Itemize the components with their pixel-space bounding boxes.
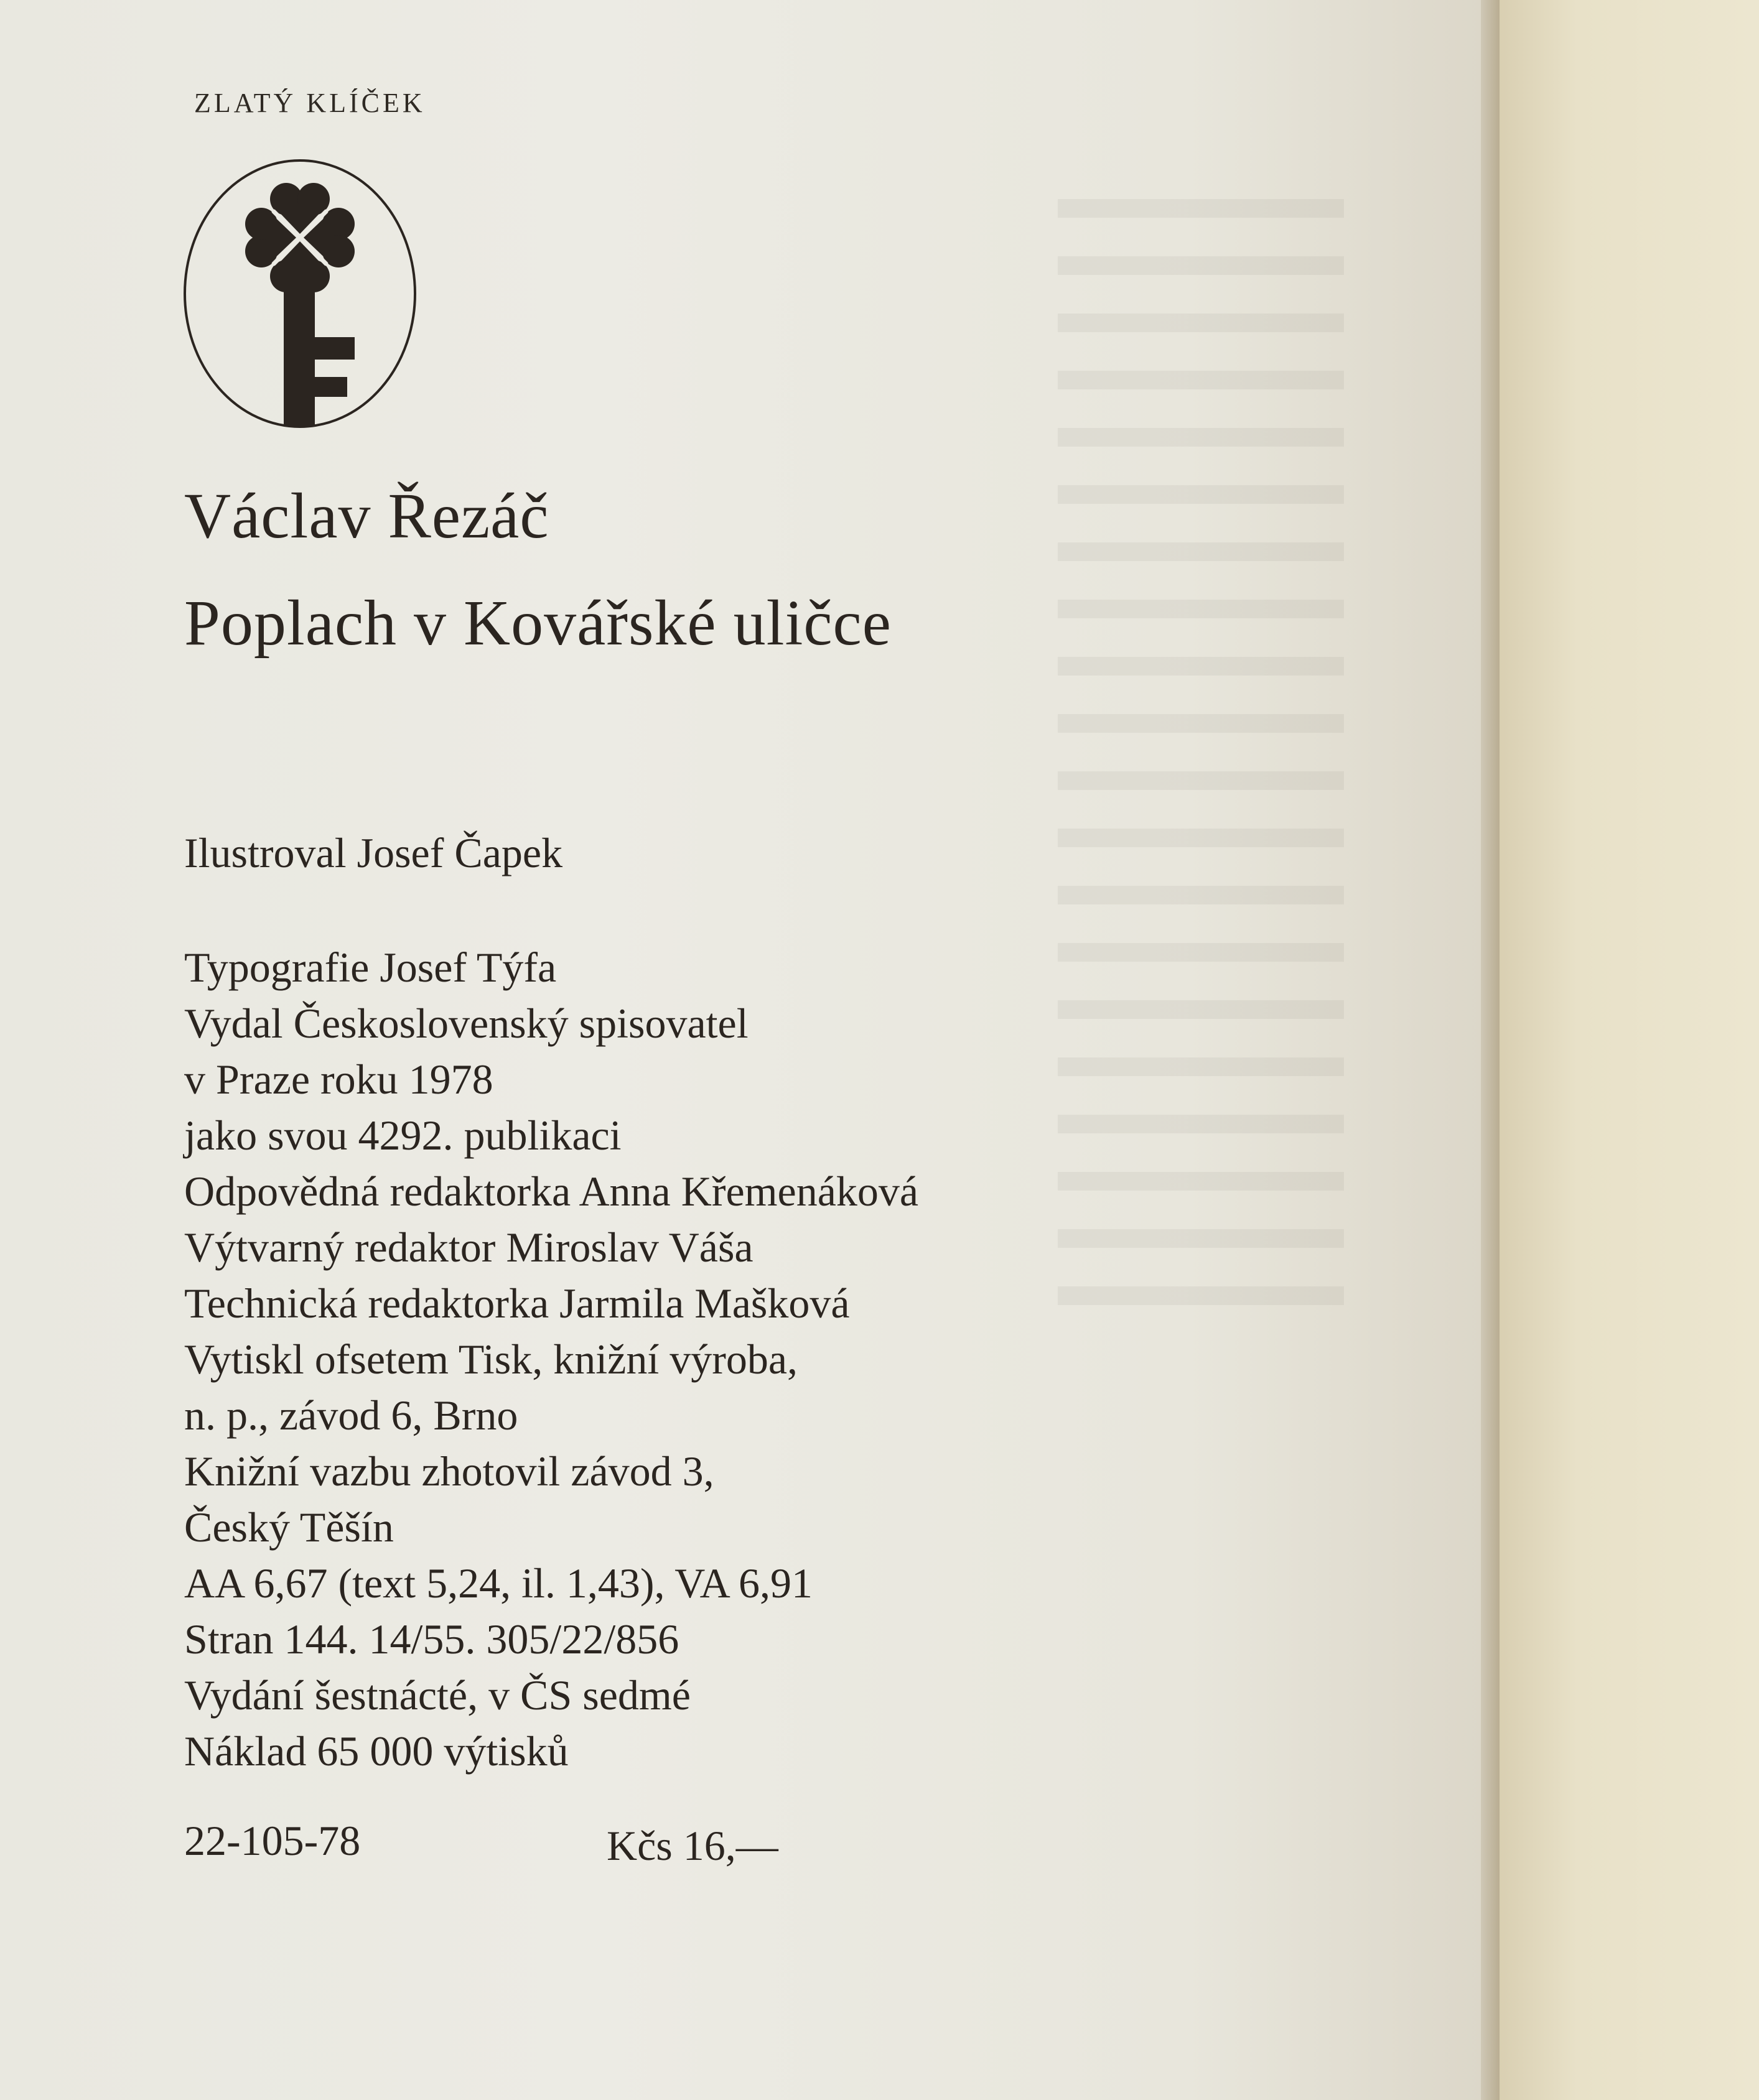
illustrator-credit: Ilustroval Josef Čapek: [184, 829, 563, 876]
colophon-line: Stran 144. 14/55. 305/22/856: [184, 1615, 679, 1663]
colophon-line: Náklad 65 000 výtisků: [184, 1727, 569, 1775]
colophon-line: Vydal Československý spisovatel: [184, 1000, 749, 1047]
price: Kčs 16,—: [607, 1822, 778, 1869]
colophon-line: jako svou 4292. publikaci: [184, 1112, 622, 1159]
colophon: [184, 939, 918, 1779]
series-name: ZLATÝ KLÍČEK: [194, 88, 426, 118]
colophon-line: Vydání šestnácté, v ČS sedmé: [184, 1671, 691, 1719]
golden-key-clover-icon: [182, 157, 418, 430]
colophon-line: Odpovědná redaktorka Anna Křemenáková: [184, 1168, 919, 1215]
colophon-line: Typografie Josef Týfa: [184, 944, 557, 991]
facing-page: [1500, 0, 1759, 2100]
show-through-text: [1058, 199, 1344, 1319]
colophon-line: Český Těšín: [184, 1503, 394, 1551]
book-title: Poplach v Kovářské uličce: [184, 587, 892, 659]
colophon-line: v Praze roku 1978: [184, 1056, 493, 1103]
colophon-line: AA 6,67 (text 5,24, il. 1,43), VA 6,91: [184, 1559, 813, 1607]
colophon-line: Vytiskl ofsetem Tisk, knižní výroba,: [184, 1336, 798, 1383]
author-name: Václav Řezáč: [184, 480, 549, 552]
colophon-line: n. p., závod 6, Brno: [184, 1391, 518, 1439]
catalog-code: 22-105-78: [184, 1817, 361, 1864]
page-gutter: [1481, 0, 1500, 2100]
colophon-line: Knižní vazbu zhotovil závod 3,: [184, 1447, 714, 1495]
colophon-line: Výtvarný redaktor Miroslav Váša: [184, 1224, 754, 1271]
colophon-line: Technická redaktorka Jarmila Mašková: [184, 1280, 850, 1327]
